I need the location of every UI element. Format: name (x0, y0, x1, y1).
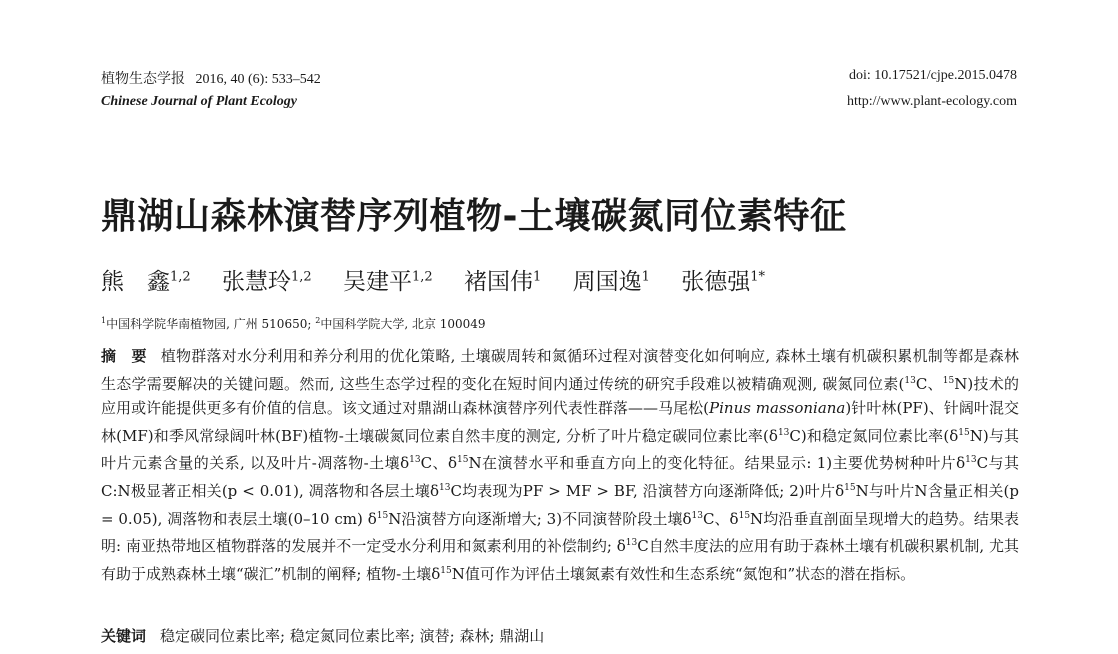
author: 吴建平$^{1,2}$ (343, 269, 433, 295)
keywords-text: 稳定碳同位素比率; 稳定氮同位素比率; 演替; 森林; 鼎湖山 (160, 627, 545, 645)
journal-citation (101, 68, 321, 88)
paper-title: 鼎湖山森林演替序列植物-土壤碳氮同位素特征 (101, 196, 847, 237)
affiliations: $^1$中国科学院华南植物园, 广州 510650; $^2$中国科学院大学, 北京 100049 (101, 316, 486, 331)
page-header (101, 64, 1017, 116)
citation: 2016, 40 (6): 533–542 (195, 72, 321, 87)
author: 张德强$^{1*}$ (681, 269, 765, 295)
abstract-label: 摘 要 (101, 347, 147, 365)
journal-name-cn: 植物生态学报 (101, 72, 185, 87)
keywords (101, 625, 544, 646)
author: 熊 鑫$^{1,2}$ (101, 269, 191, 295)
author: 张慧玲$^{1,2}$ (222, 269, 312, 295)
journal-url[interactable]: http://www.plant-ecology.com (846, 94, 1017, 109)
author: 周国逸$^1$ (572, 269, 650, 295)
keywords-label: 关键词 (101, 627, 147, 645)
journal-name-en: Chinese Journal of Plant Ecology (101, 94, 298, 109)
abstract: 摘 要 植物群落对水分利用和养分利用的优化策略, 土壤碳周转和氮循环过程对演替变化如何响应, 森林土壤有机碳积累机制等都是森林生态学需要解决的关键问题。然而, 这些生态学过程的变化在短时间内通过传统的研究手段难以被精确观测, 碳氮同位素($^{13}$C、$^{15}$N)技术的应用或许能提供更多有价值的信息。该文通过对鼎湖山森林演替序列代表性群落——马尾松(Pinus massoniana)针叶林(PF)、针阔叶混交林(MF)和季风常绿阔叶林(BF)植物-土壤碳氮同位素自然丰度的测定, 分析了叶片稳定碳同位素比率$(\delta^{13}C)$和稳定氮同位素比率$(\delta^{15}N)$与其叶片元素含量的关系, 以及叶片-凋落物-土壤$\delta^{13}C$、$\delta^{15}N$在演替水平和垂直方向上的变化特征。结果显示: 1)主要优势树种叶片$\delta^{13}C$与其C:N极显著正相关(p < 0.01), 凋落物和各层土壤$\delta^{13}C$均表现为PF > MF > BF, 沿演替方向逐渐降低; 2)叶片$\delta^{15}N$与叶片N含量正相关(p = 0.05), 凋落物和表层土壤(0–10 cm) $\delta^{15}N$沿演替方向逐渐增大; 3)不同演替阶段土壤$\delta^{13}C$、$\delta^{15}N$均沿垂直剖面呈现增大的趋势。结果表明: 南亚热带地区植物群落的发展并不一定受水分利用和氮素利用的补偿制约; $\delta^{13}C$自然丰度法的应用有助于森林土壤有机碳积累机制, 尤其有助于成熟森林土壤“碳汇”机制的阐释; 植物-土壤$\delta^{15}N$值可作为评估土壤氮素有效性和生态系统“氮饱和”状态的潜在指标。 (101, 347, 1020, 583)
author-list (101, 263, 789, 296)
species-name: Pinus massoniana (709, 399, 846, 418)
author: 褚国伟$^1$ (464, 269, 542, 295)
doi[interactable]: doi: 10.17521/cjpe.2015.0478 (849, 68, 1017, 83)
